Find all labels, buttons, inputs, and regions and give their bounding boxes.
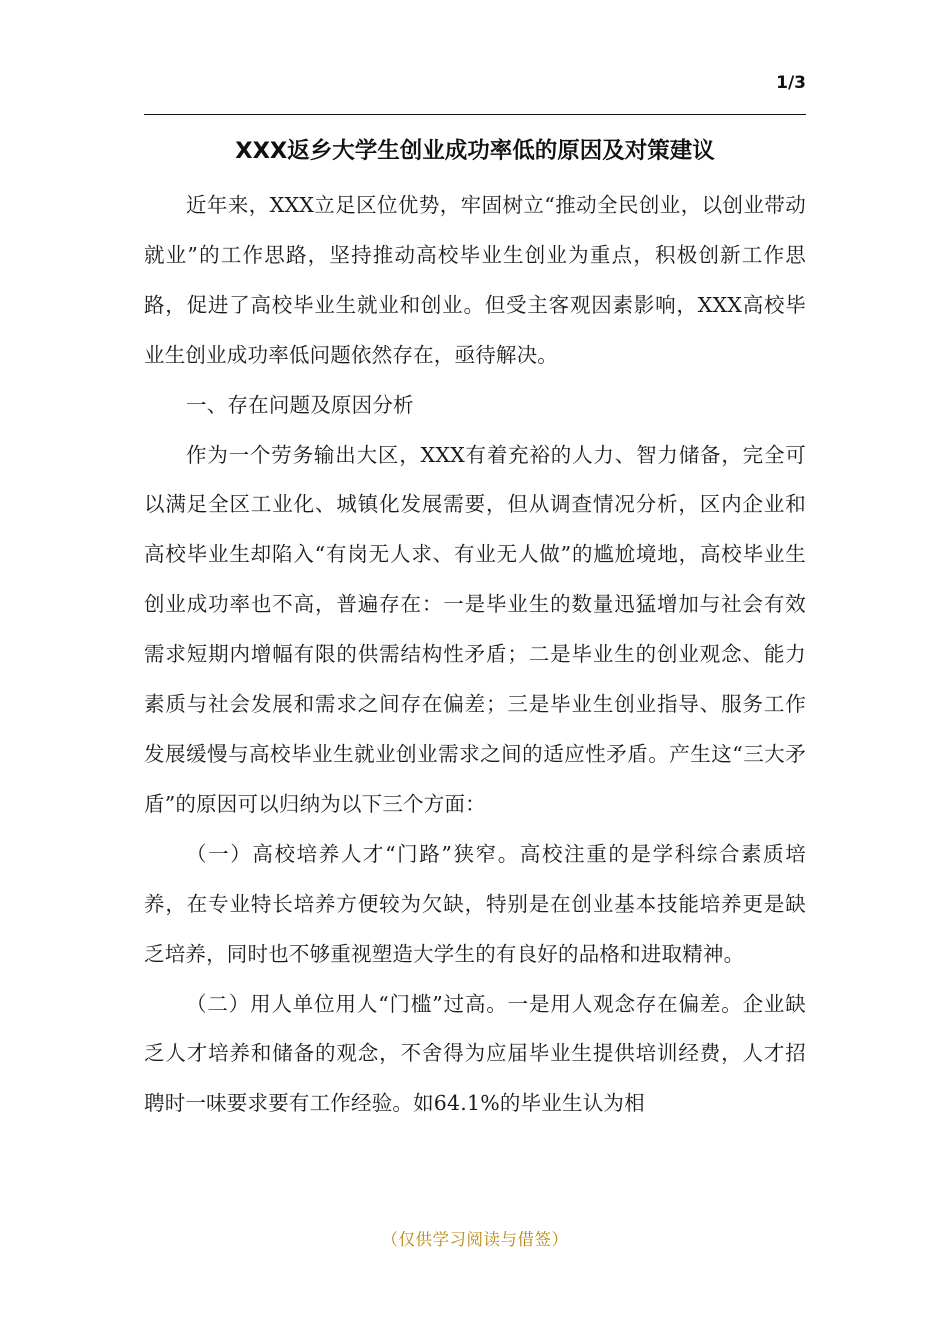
paragraph-reason-two: （二）用人单位用人“门槛”过高。一是用人观念存在偏差。企业缺乏人才培养和储备的观念，不舍得为应届毕业生提供培训经费，人才招聘时一味要求要有工作经验。如64.1%的毕业生认为相 (144, 991, 806, 1116)
header-rule (144, 114, 806, 115)
section-heading: 一、存在问题及原因分析 (186, 392, 414, 417)
document-body (144, 181, 806, 1129)
paragraph-reason-one: （一）高校培养人才“门路”狭窄。高校注重的是学科综合素质培养，在专业特长培养方便较为欠缺，特别是在创业基本技能培养更是缺乏培养，同时也不够重视塑造大学生的有良好的品格和进取精神。 (144, 841, 806, 966)
page-number: 1/3 (776, 73, 806, 93)
footer-note: （仅供学习阅读与借签） (381, 1230, 569, 1249)
document-title: XXX返乡大学生创业成功率低的原因及对策建议 (235, 138, 715, 164)
paragraph-analysis: 作为一个劳务输出大区，XXX有着充裕的人力、智力储备，完全可以满足全区工业化、城镇化发展需要，但从调查情况分析，区内企业和高校毕业生却陷入“有岗无人求、有业无人做”的尴尬境地，高校毕业生创业成功率也不高，普遍存在：一是毕业生的数量迅猛增加与社会有效需求短期内增幅有限的供需结构性矛盾；二是毕业生的创业观念、能力素质与社会发展和需求之间存在偏差；三是毕业生创业指导、服务工作发展缓慢与高校毕业生就业创业需求之间的适应性矛盾。产生这“三大矛盾”的原因可以归纳为以下三个方面： (144, 442, 806, 816)
paragraph-intro: 近年来，XXX立足区位优势，牢固树立“推动全民创业，以创业带动就业”的工作思路，坚持推动高校毕业生创业为重点，积极创新工作思路，促进了高校毕业生就业和创业。但受主客观因素影响，XXX高校毕业生创业成功率低问题依然存在，亟待解决。 (144, 193, 806, 367)
